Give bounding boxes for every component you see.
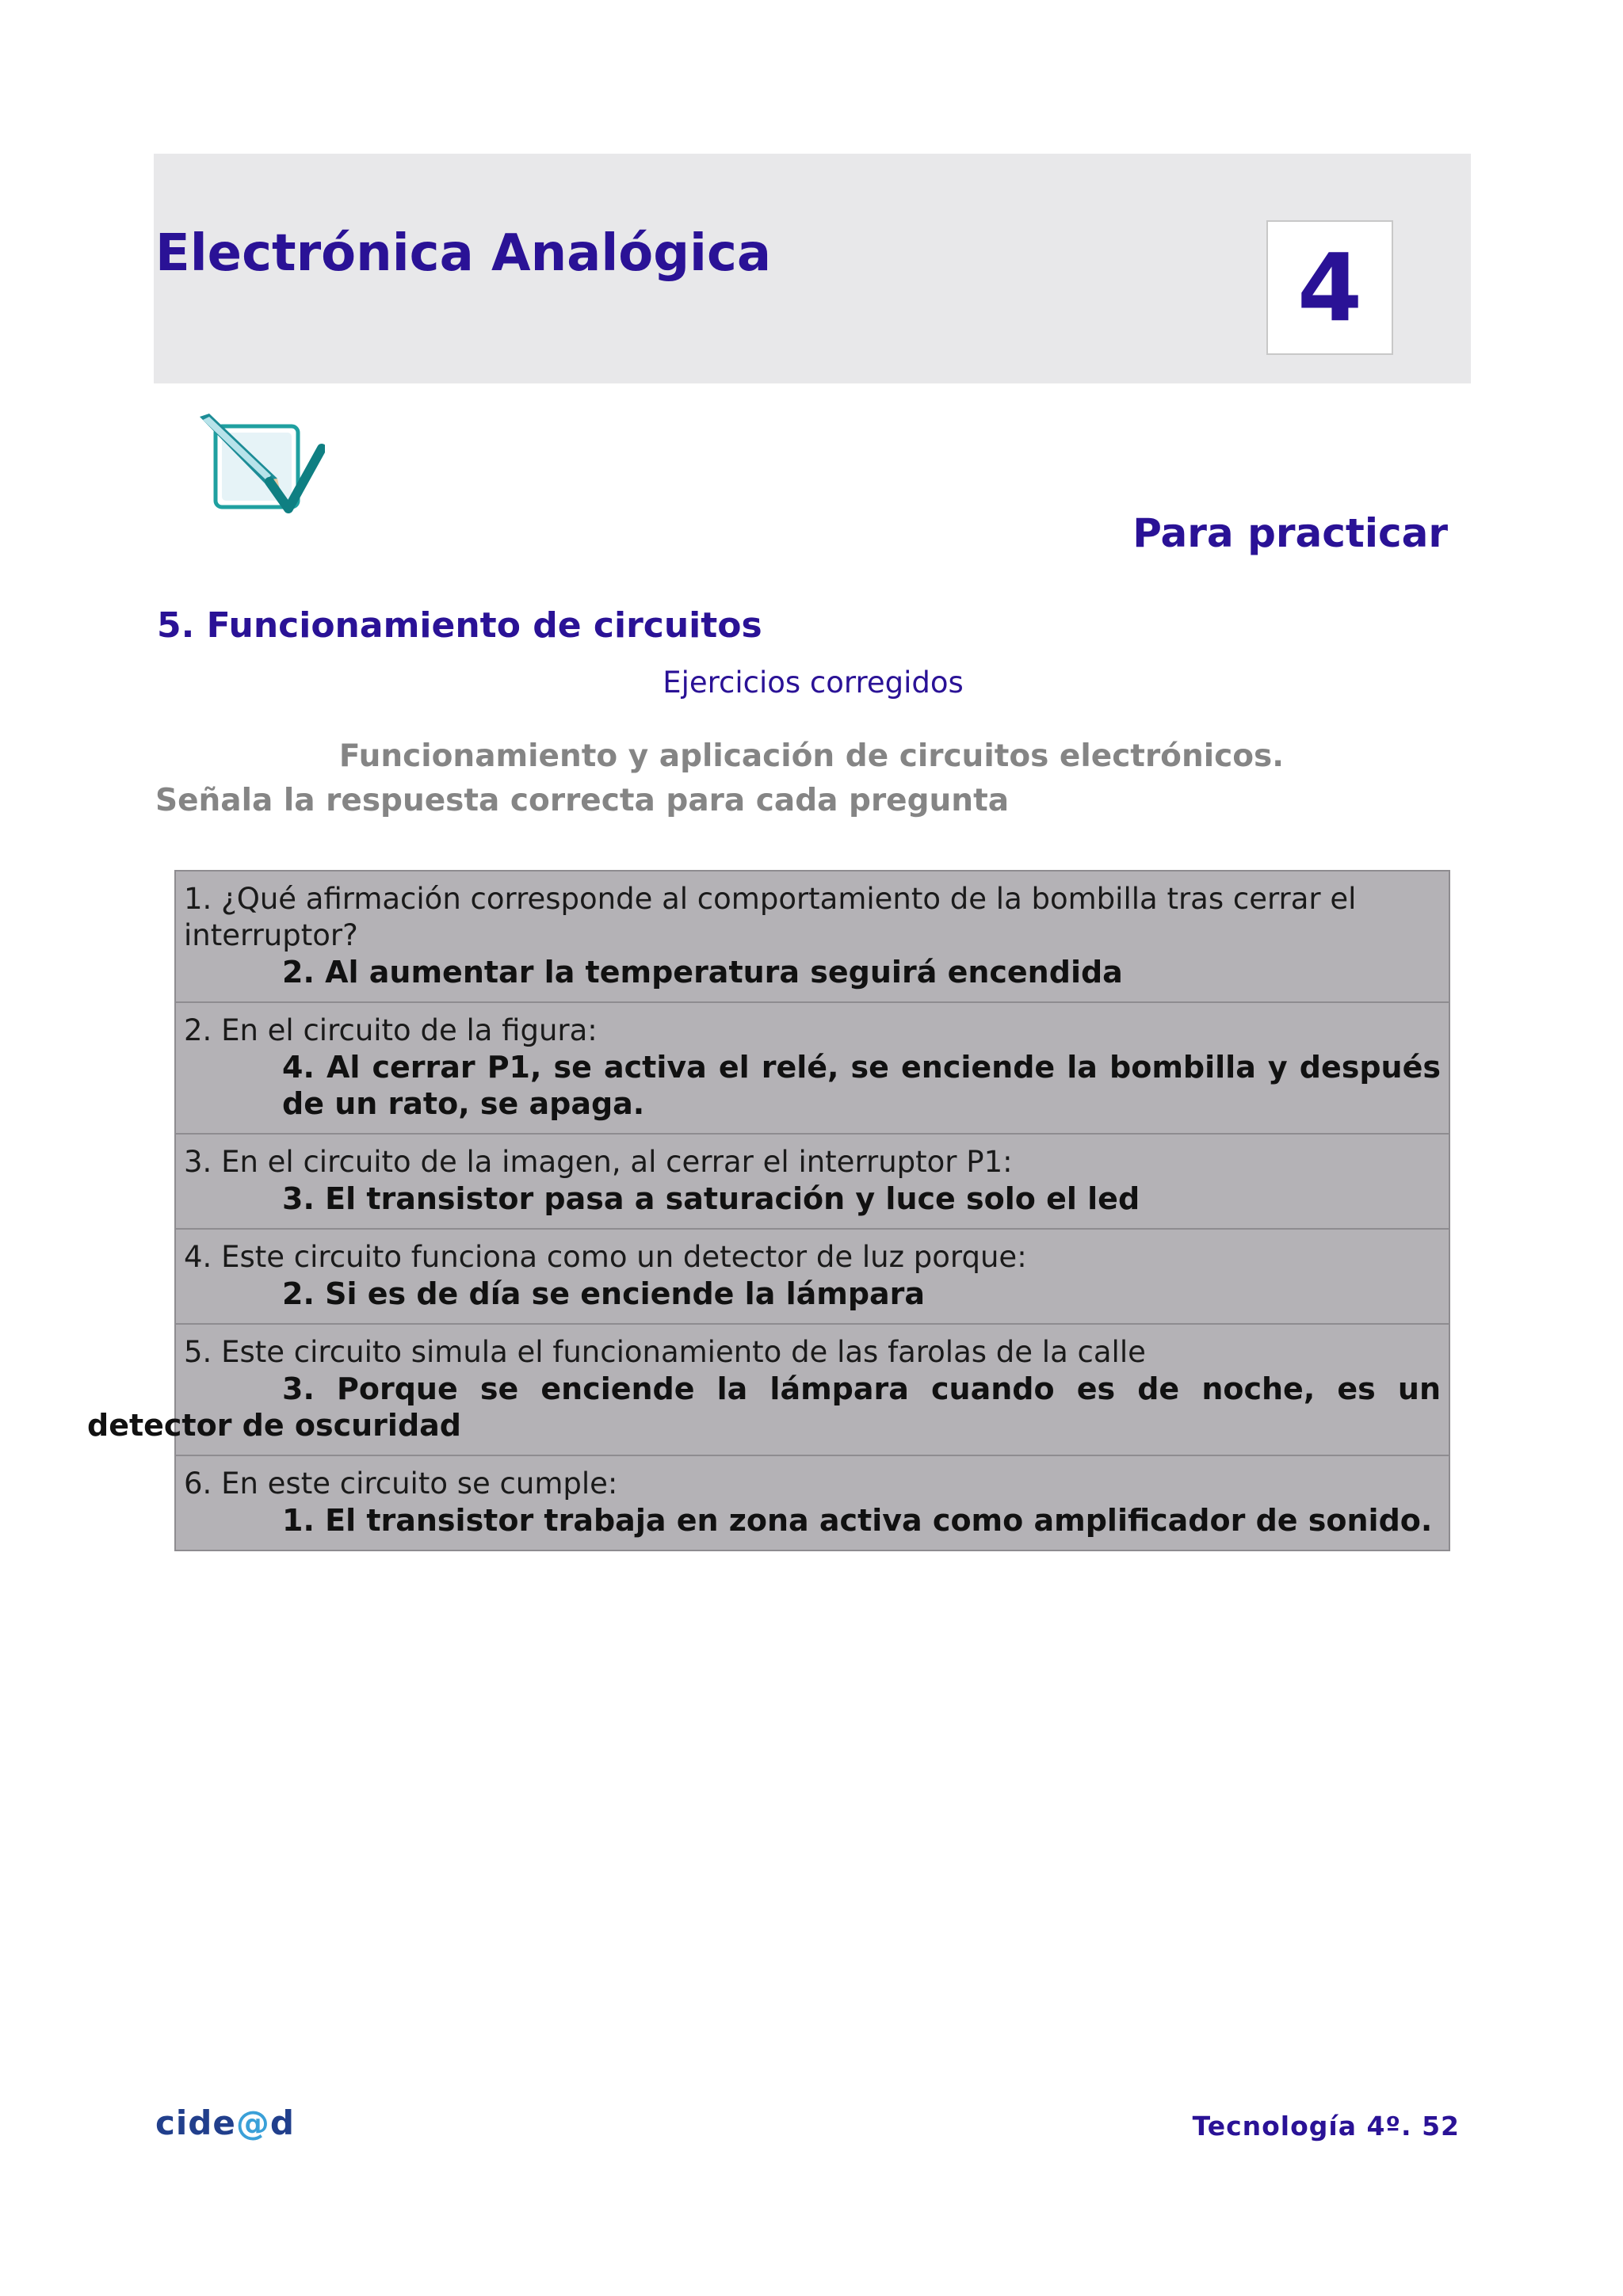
instruction-line-2: Señala la respuesta correcta para cada pregunta	[155, 783, 1010, 818]
table-row	[87, 1325, 1449, 1456]
cidead-logo	[155, 2103, 295, 2142]
answer-text: 3. Porque se enciende la lámpara cuando es de noche, es un	[282, 1371, 1441, 1406]
question-text: 6. En este circuito se cumple:	[184, 1466, 618, 1501]
table-row	[176, 1135, 1449, 1230]
section-label: Para practicar	[1132, 510, 1448, 556]
answer-text: 4. Al cerrar P1, se activa el relé, se enciende la bombilla y después de un rato, se apaga.	[282, 1050, 1441, 1121]
subtitle: Ejercicios corregidos	[663, 666, 964, 700]
table-row	[176, 1456, 1449, 1550]
logo-at: @	[235, 2103, 270, 2142]
section-heading: 5. Funcionamiento de circuitos	[157, 605, 762, 646]
answer-text: 2. Si es de día se enciende la lámpara	[282, 1276, 926, 1311]
page-footer-label: Tecnología 4º. 52	[1192, 2111, 1460, 2142]
chapter-title: Electrónica Analógica	[155, 224, 772, 283]
question-text: 3. En el circuito de la imagen, al cerrar el interruptor P1:	[184, 1145, 1013, 1179]
question-text: 1. ¿Qué afirmación corresponde al comportamiento de la bombilla tras cerrar el interruptor?	[184, 882, 1357, 952]
question-text: 5. Este circuito simula el funcionamiento de las farolas de la calle	[184, 1335, 1146, 1369]
pencil-check-icon	[198, 414, 325, 517]
table-row	[176, 1230, 1449, 1325]
chapter-number-box: 4	[1266, 220, 1393, 355]
question-text: 2. En el circuito de la figura:	[184, 1013, 598, 1047]
question-text: 4. Este circuito funciona como un detector de luz porque:	[184, 1240, 1027, 1274]
table-row	[176, 1003, 1449, 1135]
table-row	[176, 871, 1449, 1003]
answer-text: 2. Al aumentar la temperatura seguirá encendida	[282, 955, 1123, 990]
answer-text-continuation: detector de oscuridad	[87, 1408, 461, 1443]
instruction-line-1: Funcionamiento y aplicación de circuitos electrónicos.	[338, 738, 1285, 774]
logo-prefix: cide	[155, 2103, 236, 2142]
answer-text: 3. El transistor pasa a saturación y luce solo el led	[282, 1181, 1140, 1216]
answer-text: 1. El transistor trabaja en zona activa como amplificador de sonido.	[282, 1503, 1433, 1538]
logo-suffix: d	[269, 2103, 295, 2142]
questions-table	[87, 870, 1450, 1551]
